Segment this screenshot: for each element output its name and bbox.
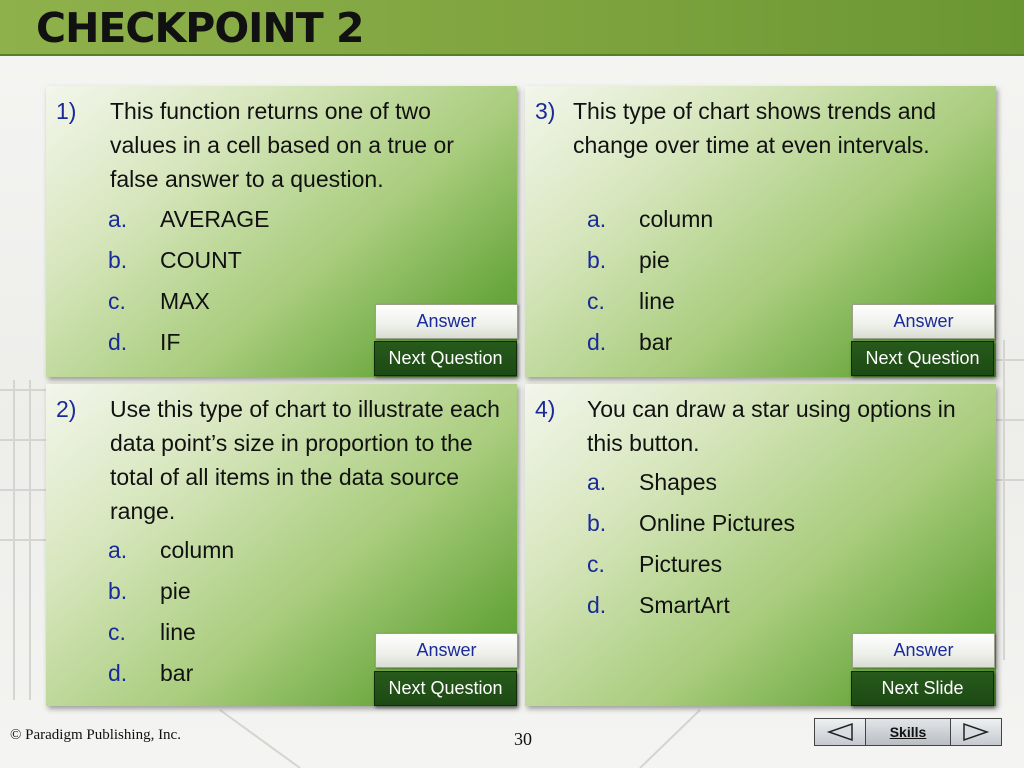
question-1: [56, 94, 503, 196]
option-letter: c.: [108, 288, 126, 314]
option-b: [587, 503, 795, 544]
option-text: IF: [160, 329, 181, 355]
next-question-button[interactable]: Next Question: [374, 341, 517, 376]
option-b: [108, 571, 234, 612]
question-3: [535, 94, 982, 162]
question-4: [535, 392, 982, 460]
option-letter: b.: [108, 578, 128, 604]
option-c: [587, 281, 713, 322]
next-question-button[interactable]: Next Question: [374, 671, 517, 706]
triangle-left-icon: [825, 722, 855, 742]
option-text: MAX: [160, 288, 210, 314]
option-b: [108, 240, 270, 281]
option-c: [587, 544, 795, 585]
option-text: column: [639, 206, 714, 232]
question-text: This type of chart shows trends and change over time at even intervals.: [573, 98, 937, 158]
question-number: 3): [535, 98, 556, 124]
previous-button[interactable]: [814, 718, 866, 746]
option-d: [108, 322, 270, 363]
question-card-2: [46, 384, 517, 706]
option-a: [587, 199, 713, 240]
option-c: [108, 281, 270, 322]
next-question-button[interactable]: Next Question: [851, 341, 994, 376]
option-letter: c.: [587, 288, 605, 314]
next-button[interactable]: [950, 718, 1002, 746]
option-text: pie: [160, 578, 191, 604]
option-a: [108, 199, 270, 240]
option-text: Shapes: [639, 469, 718, 495]
option-letter: c.: [108, 619, 126, 645]
option-text: COUNT: [160, 247, 242, 273]
question-number: 2): [56, 396, 77, 422]
option-letter: d.: [587, 592, 607, 618]
page-number: 30: [514, 729, 532, 749]
next-slide-button[interactable]: Next Slide: [851, 671, 994, 706]
answer-button[interactable]: Answer: [375, 304, 518, 339]
option-letter: b.: [108, 247, 128, 273]
question-2: [56, 392, 503, 528]
option-letter: d.: [108, 660, 128, 686]
option-text: bar: [160, 660, 194, 686]
question-card-4: [525, 384, 996, 706]
option-text: bar: [639, 329, 673, 355]
option-letter: a.: [587, 469, 607, 495]
option-text: AVERAGE: [160, 206, 270, 232]
option-text: pie: [639, 247, 670, 273]
option-text: line: [639, 288, 675, 314]
option-letter: a.: [108, 206, 128, 232]
option-letter: a.: [108, 537, 128, 563]
option-text: Online Pictures: [639, 510, 795, 536]
option-text: Pictures: [639, 551, 723, 577]
option-d: [587, 322, 713, 363]
option-text: line: [160, 619, 196, 645]
skills-button[interactable]: Skills: [866, 718, 950, 746]
option-letter: b.: [587, 247, 607, 273]
question-text: Use this type of chart to illustrate each data point’s size in proportion to the total of all items in the data source range.: [110, 396, 500, 524]
page-title: CHECKPOINT 2: [36, 4, 364, 52]
answer-button[interactable]: Answer: [852, 304, 995, 339]
question-card-1: [46, 86, 517, 377]
option-text: column: [160, 537, 235, 563]
skills-navigation: [814, 718, 1002, 746]
option-a: [587, 462, 795, 503]
option-letter: d.: [587, 329, 607, 355]
option-a: [108, 530, 234, 571]
question-number: 4): [535, 396, 556, 422]
question-card-3: [525, 86, 996, 377]
option-letter: a.: [587, 206, 607, 232]
copyright-text: © Paradigm Publishing, Inc.: [10, 727, 181, 743]
options-list: [587, 199, 713, 363]
option-c: [108, 612, 234, 653]
answer-button[interactable]: Answer: [375, 633, 518, 668]
option-d: [587, 585, 795, 626]
options-list: [108, 199, 270, 363]
title-bar: [0, 0, 1024, 56]
option-letter: b.: [587, 510, 607, 536]
option-text: SmartArt: [639, 592, 730, 618]
triangle-right-icon: [961, 722, 991, 742]
question-text: You can draw a star using options in this button.: [587, 396, 956, 456]
option-d: [108, 653, 234, 694]
options-list: [108, 530, 234, 694]
option-letter: d.: [108, 329, 128, 355]
question-text: This function returns one of two values in a cell based on a true or false answer to a question.: [110, 98, 454, 192]
options-list: [587, 462, 795, 626]
option-b: [587, 240, 713, 281]
answer-button[interactable]: Answer: [852, 633, 995, 668]
option-letter: c.: [587, 551, 605, 577]
question-number: 1): [56, 98, 77, 124]
